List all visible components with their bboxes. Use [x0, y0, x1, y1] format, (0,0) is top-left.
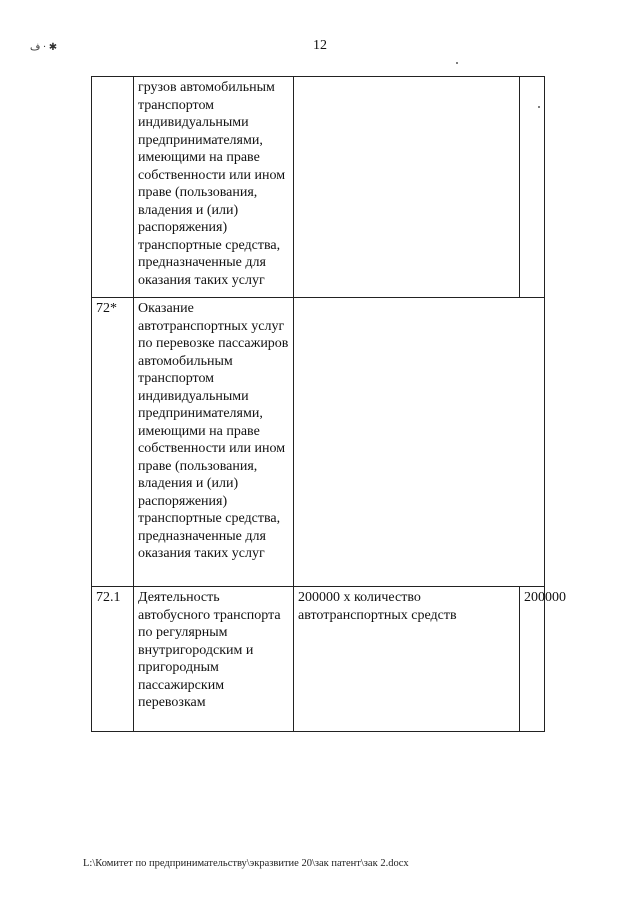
row-number-cell — [92, 77, 134, 298]
merged-empty-cell — [294, 298, 545, 587]
formula-cell: 200000 х количество автотранспортных средств — [294, 587, 520, 732]
row-number-cell: 72* — [92, 298, 134, 587]
file-path-footer: L:\Комитет по предпринимательству\экразвитие 20\зак патент\зак 2.docx — [83, 858, 409, 869]
page-number: 12 — [313, 38, 327, 53]
table-row — [92, 77, 545, 298]
amount-cell — [520, 77, 545, 298]
formula-cell — [294, 77, 520, 298]
activity-description-cell: Деятельность автобусного транспорта по регулярным внутригородским и пригородным пассажирским перевозкам — [134, 587, 294, 732]
document-table — [91, 76, 566, 732]
activity-description-cell: Оказание автотранспортных услуг по перевозке пассажиров автомобильным транспортом индивидуальными предпринимателями, имеющими на праве собственности или ином праве (пользования, владения и (или) распоряжения) транспортные средства, предназначенные для оказания таких услуг — [134, 298, 294, 587]
scan-artifact-dot — [456, 62, 458, 64]
row-number-cell: 72.1 — [92, 587, 134, 732]
activity-description-cell: грузов автомобильным транспортом индивидуальными предпринимателями, имеющими на праве собственности или ином праве (пользования, владения и (или) распоряжения) транспортные средства, предназначенные для оказания таких услуг — [134, 77, 294, 298]
table-row — [92, 298, 545, 587]
table-row — [92, 587, 545, 732]
scan-artifact-marks: ف · ✱ — [30, 42, 58, 53]
amount-cell: 200000 — [520, 587, 545, 732]
